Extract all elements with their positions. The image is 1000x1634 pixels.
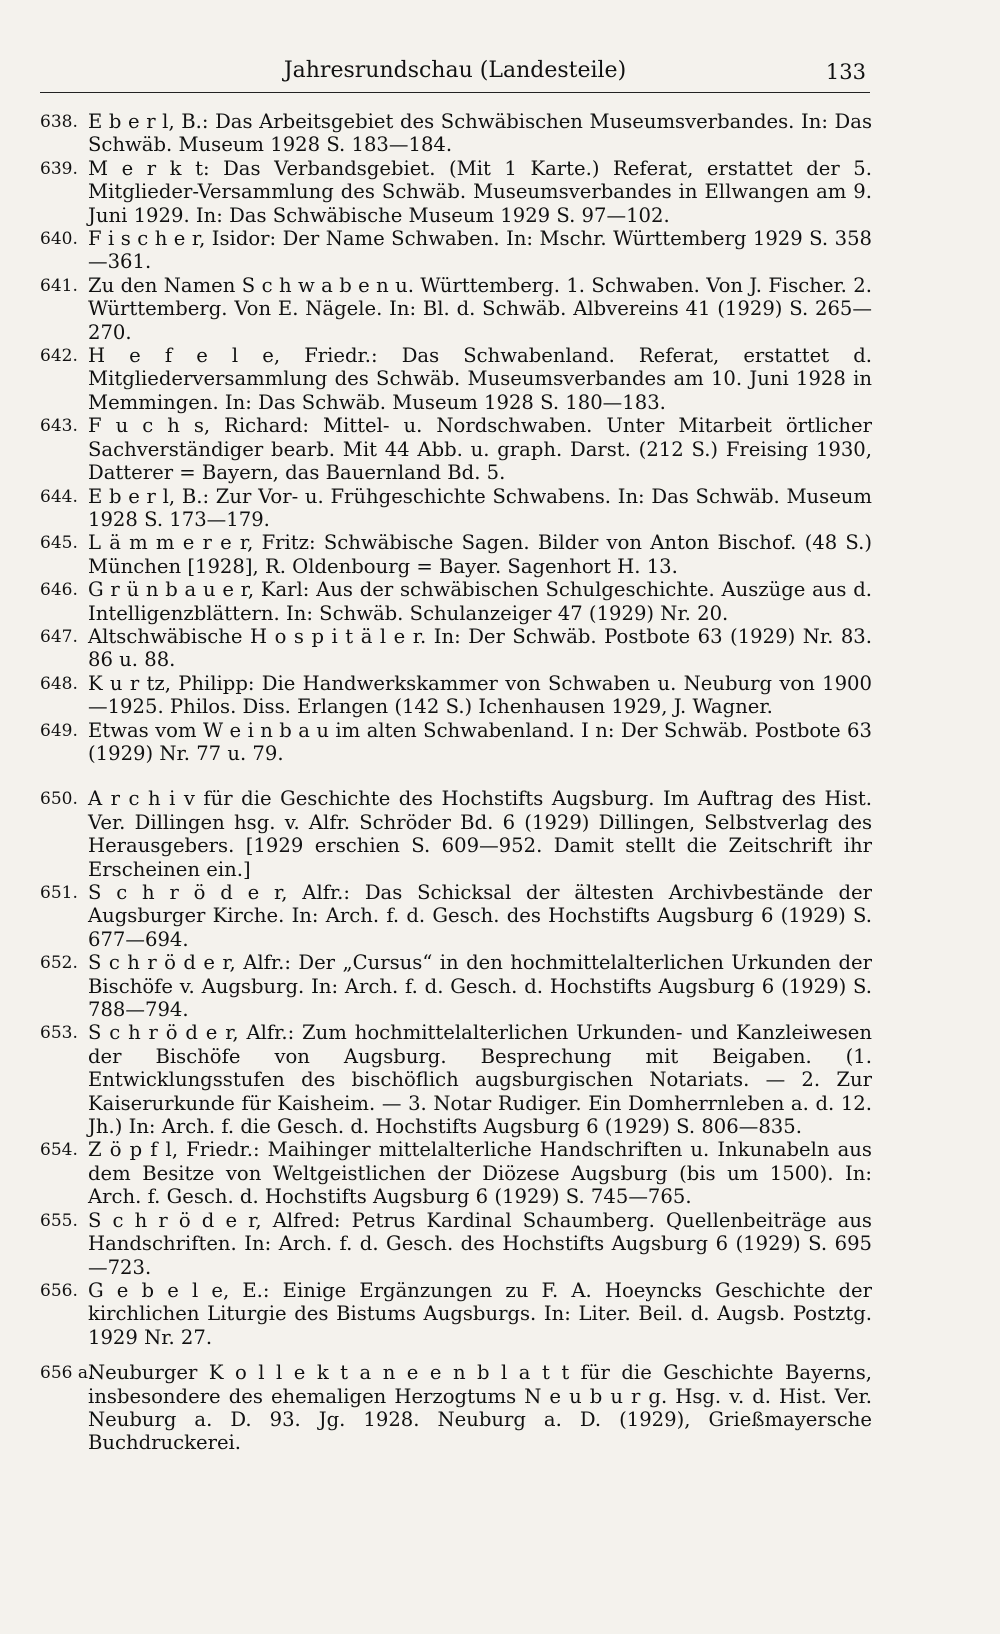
- entry-number: 654.: [40, 1140, 78, 1161]
- entry-642: [40, 344, 872, 414]
- entry-number: 645.: [40, 533, 78, 554]
- entry-number: 648.: [40, 673, 78, 694]
- entry-number: 641.: [40, 275, 78, 296]
- entry-650: [40, 787, 872, 881]
- entry-text: L ä m m e r e r, Fritz: Schwäbische Sagen. Bilder von Anton Bischof. (48 S.) München [1928], R. Oldenbourg = Bayer. Sagenhort H. 13.: [88, 531, 872, 578]
- entry-text: F u c h s, Richard: Mittel- u. Nordschwaben. Unter Mitarbeit örtlicher Sachverständiger bearb. Mit 44 Abb. u. graph. Darst. (212 S.) Freising 1930, Datterer = Bayern, das Bauernland Bd. 5.: [88, 414, 872, 485]
- entry-number: 646.: [40, 580, 78, 601]
- entry-text: Zu den Namen S c h w a b e n u. Württemberg. 1. Schwaben. Von J. Fischer. 2. Württemberg. Von E. Nägele. In: Bl. d. Schwäb. Albvereins 41 (1929) S. 265—270.: [88, 273, 872, 344]
- entry-number: 643.: [40, 416, 78, 437]
- entry-646: [40, 578, 872, 625]
- entry-number: 651.: [40, 883, 78, 903]
- page-number: 133: [825, 60, 866, 84]
- entry-648: [40, 672, 872, 719]
- entry-number: 647.: [40, 626, 78, 647]
- entry-641: [40, 274, 872, 344]
- entry-text: S c h r ö d e r, Alfr.: Das Schicksal der ältesten Archivbestände der Augsburger Kirche. In: Arch. f. d. Gesch. des Hochstifts Augsburg 6 (1929) S. 677—694.: [88, 881, 872, 951]
- entry-text: E b e r l, B.: Zur Vor- u. Frühgeschichte Schwabens. In: Das Schwäb. Museum 1928 S. 173—179.: [88, 484, 872, 531]
- entry-gap: [40, 1349, 872, 1361]
- entry-652: [40, 951, 872, 1021]
- entry-text: A r c h i v für die Geschichte des Hochstifts Augsburg. Im Auftrag des Hist. Ver. Dillingen hsg. v. Alfr. Schröder Bd. 6 (1929) Dillingen, Selbstverlag des Herausgebers. [1929 erschien S. 609—952. Damit stellt die Zeitschrift ihr Erscheinen ein.]: [88, 787, 872, 881]
- entry-645: [40, 531, 872, 578]
- entry-656: [40, 1279, 872, 1349]
- entry-640: [40, 227, 872, 274]
- entry-number: 650.: [40, 789, 78, 810]
- entry-text: Neuburger K o l l e k t a n e e n b l a t t für die Geschichte Bayerns, insbesondere des ehemaligen Herzogtums N e u b u r g. Hsg. v. d. Hist. Ver. Neuburg a. D. 93. Jg. 1928. Neuburg a. D. (1929), Grießmayersche Buchdruckerei.: [88, 1361, 872, 1455]
- entry-text: S c h r ö d e r, Alfr.: Zum hochmittelalterlichen Urkunden- und Kanzleiwesen der Bischöfe von Augsburg. Besprechung mit Beigaben. (1. Entwicklungsstufen des bischöflich augsburgischen Notariats. — 2. Zur Kaiserurkunde für Kaisheim. — 3. Notar Rudiger. Ein Domherrnleben a. d. 12. Jh.) In: Arch. f. die Gesch. d. Hochstifts Augsburg 6 (1929) S. 806—835.: [88, 1021, 872, 1139]
- entry-number: 640.: [40, 229, 78, 250]
- page-header: [40, 56, 870, 93]
- entry-643: [40, 414, 872, 484]
- entry-number: 642.: [40, 346, 78, 367]
- entry-text: G r ü n b a u e r, Karl: Aus der schwäbischen Schulgeschichte. Auszüge aus d. Intelligenzblättern. In: Schwäb. Schulanzeiger 47 (1929) Nr. 20.: [88, 578, 872, 625]
- entry-text: Etwas vom W e i n b a u im alten Schwabenland. I n: Der Schwäb. Postbote 63 (1929) Nr. 77 u. 79.: [88, 718, 872, 765]
- entry-text: S c h r ö d e r, Alfred: Petrus Kardinal Schaumberg. Quellenbeiträge aus Handschriften. In: Arch. f. d. Gesch. des Hochstifts Augsburg 6 (1929) S. 695—723.: [88, 1208, 872, 1279]
- entry-text: K u r tz, Philipp: Die Handwerkskammer von Schwaben u. Neuburg von 1900—1925. Philos. Diss. Erlangen (142 S.) Ichenhausen 1929, J. Wagner.: [88, 671, 872, 719]
- entry-text: M e r k t: Das Verbandsgebiet. (Mit 1 Karte.) Referat, erstattet der 5. Mitglieder-Versammlung des Schwäb. Museumsverbandes in Ellwangen am 9. Juni 1929. In: Das Schwäbische Museum 1929 S. 97—102.: [88, 156, 872, 227]
- entry-number: 639.: [40, 158, 78, 179]
- entry-text: F i s c h e r, Isidor: Der Name Schwaben. In: Mschr. Württemberg 1929 S. 358—361.: [88, 227, 872, 274]
- entry-654: [40, 1138, 872, 1208]
- entry-number: 656 a.: [40, 1363, 94, 1384]
- entry-text: S c h r ö d e r, Alfr.: Der „Cursus“ in den hochmittelalterlichen Urkunden der Bischöfe v. Augsburg. In: Arch. f. d. Gesch. d. Hochstifts Augsburg 6 (1929) S. 788—794.: [88, 951, 872, 1022]
- entry-649: [40, 719, 872, 766]
- entry-653: [40, 1021, 872, 1138]
- section-gap: [40, 765, 872, 787]
- bibliography-list: [40, 110, 872, 1455]
- running-title: Jahresrundschau (Landesteile): [283, 58, 627, 83]
- entry-text: G e b e l e, E.: Einige Ergänzungen zu F. A. Hoeyncks Geschichte der kirchlichen Liturgie des Bistums Augsburgs. In: Liter. Beil. d. Augsb. Postztg. 1929 Nr. 27.: [88, 1278, 872, 1349]
- entry-651: [40, 881, 872, 951]
- entry-number: 638.: [40, 112, 78, 132]
- entry-text: E b e r l, B.: Das Arbeitsgebiet des Schwäbischen Museumsverbandes. In: Das Schwäb. Museum 1928 S. 183—184.: [88, 110, 872, 157]
- entry-number: 652.: [40, 953, 78, 974]
- entry-text: H e f e l e, Friedr.: Das Schwabenland. Referat, erstattet d. Mitgliederversammlung des Schwäb. Museumsverbandes am 10. Juni 1928 in Memmingen. In: Das Schwäb. Museum 1928 S. 180—183.: [88, 344, 872, 414]
- entry-text: Z ö p f l, Friedr.: Maihinger mittelalterliche Handschriften u. Inkunabeln aus dem Besitze von Weltgeistlichen der Diözese Augsburg (bis um 1500). In: Arch. f. Gesch. d. Hochstifts Augsburg 6 (1929) S. 745—765.: [88, 1138, 872, 1209]
- entry-638: [40, 110, 872, 157]
- entry-647: [40, 625, 872, 672]
- entry-number: 656.: [40, 1280, 78, 1301]
- entry-639: [40, 157, 872, 227]
- entry-656a: [40, 1361, 872, 1455]
- entry-text: Altschwäbische H o s p i t ä l e r. In: Der Schwäb. Postbote 63 (1929) Nr. 83. 86 u. 88.: [88, 624, 872, 672]
- entry-number: 655.: [40, 1210, 78, 1231]
- entry-number: 653.: [40, 1023, 78, 1044]
- entry-number: 644.: [40, 486, 78, 507]
- entry-number: 649.: [40, 720, 78, 741]
- entry-655: [40, 1209, 872, 1279]
- entry-644: [40, 485, 872, 532]
